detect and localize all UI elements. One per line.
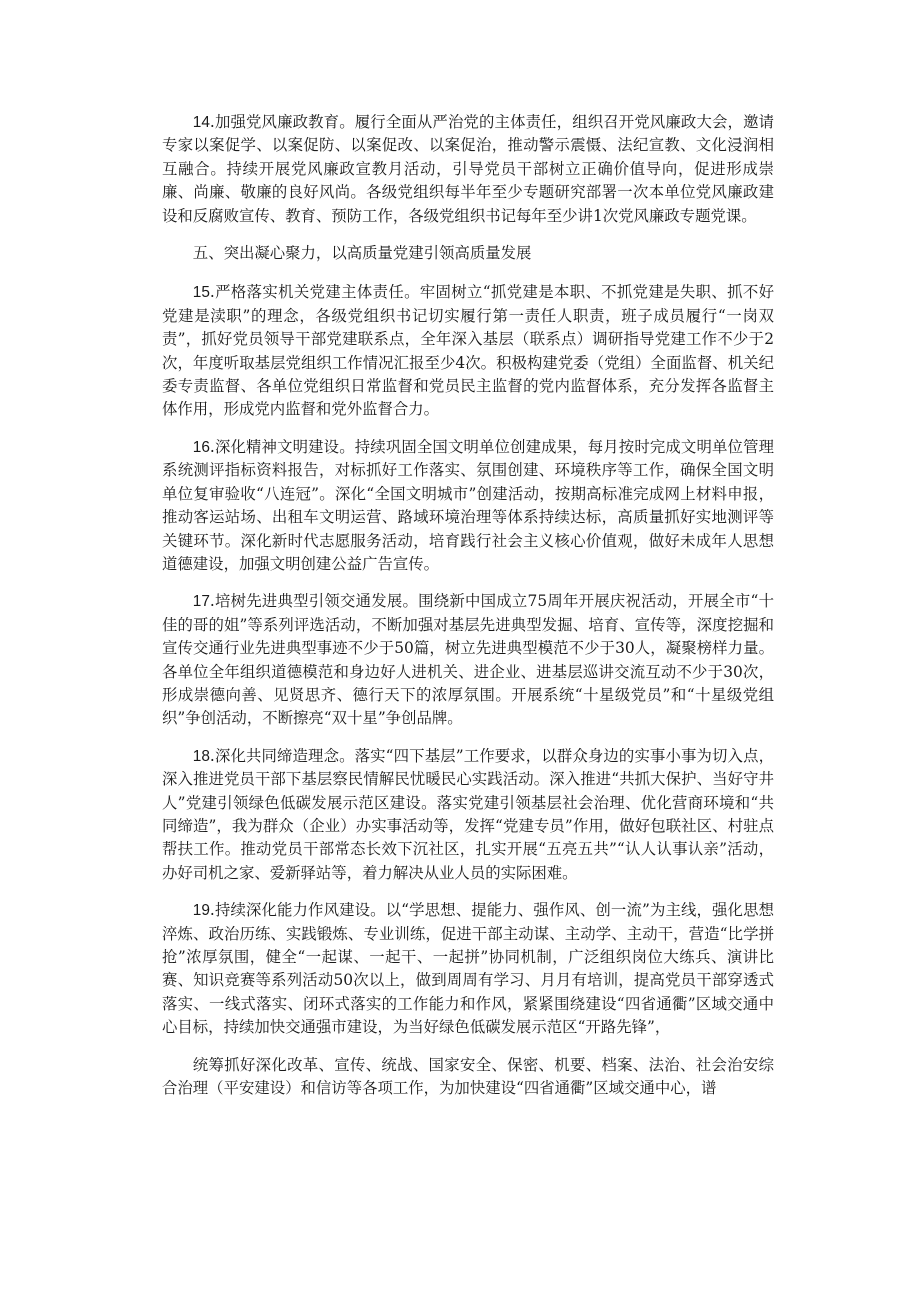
item-number: 15	[192, 284, 210, 302]
paragraph-text: .持续深化能力作风建设。以“学思想、提能力、强作风、创一流”为主线，强化思想淬炼、政治历练、实践锻炼、专业训练，促进干部主动谋、主动学、主动干，营造“比学拼抢”浓厚氛围，健全“一起谋、一起干、一起拼”协同机制，广泛组织岗位大练兵、演讲比赛、知识竞赛等系列活动50次以上，做到周周有学习、月月有培训，提高党员干部穿透式落实、一线式落实、闭环式落实的工作能力和作风，紧紧围绕建设“四省通衢”区域交通中心目标，持续加快交通强市建设，为当好绿色低碳发展示范区“开路先锋”，	[162, 901, 774, 1037]
item-number: 16	[192, 438, 210, 456]
paragraph-17	[162, 590, 774, 730]
closing-text: 统筹抓好深化改革、宣传、统战、国家安全、保密、机要、档案、法治、社会治安综合治理（平安建设）和信访等各项工作，为加快建设“四省通衢”区域交通中心，谱	[162, 1055, 774, 1098]
paragraph-text: .加强党风廉政教育。履行全面从严治党的主体责任，组织召开党风廉政大会，邀请专家以案促学、以案促防、以案促改、以案促治，推动警示震慑、法纪宣教、文化浸润相互融合。持续开展党风廉政宣教月活动，引导党员干部树立正确价值导向，促进形成崇廉、尚廉、敬廉的良好风尚。各级党组织每半年至少专题研究部署一次本单位党风廉政建设和反腐败宣传、教育、预防工作，各级党组织书记每年至少讲1次党风廉政专题党课。	[162, 113, 774, 225]
closing-paragraph	[162, 1054, 774, 1101]
paragraph-19	[162, 899, 774, 1039]
paragraph-text: .深化共同缔造理念。落实“四下基层”工作要求，以群众身边的实事小事为切入点，深入推进党员干部下基层察民情解民忧暖民心实践活动。深入推进“共抓大保护、当好守井人”党建引领绿色低碳发展示范区建设。落实党建引领基层社会治理、优化营商环境和“共同缔造”，我为群众（企业）办实事活动等，发挥“党建专员”作用，做好包联社区、村驻点帮扶工作。推动党员干部常态长效下沉社区，扎实开展“五亮五共”“认人认事认亲”活动，办好司机之家、爱新驿站等，着力解决从业人员的实际困难。	[162, 746, 774, 882]
paragraph-text: .严格落实机关党建主体责任。牢固树立“抓党建是本职、不抓党建是失职、抓不好党建是渎职”的理念，各级党组织书记切实履行第一责任人职责，班子成员履行“一岗双责”，抓好党员领导干部党建联系点，全年深入基层（联系点）调研指导党建工作不少于2次，年度听取基层党组织工作情况汇报至少4次。积极构建党委（党组）全面监督、机关纪委专责监督、各单位党组织日常监督和党员民主监督的党内监督体系，充分发挥各监督主体作用，形成党内监督和党外监督合力。	[162, 283, 774, 419]
paragraph-18	[162, 745, 774, 885]
item-number: 17	[192, 593, 210, 611]
section-heading-text: 五、突出凝心聚力，以高质量党建引领高质量发展	[192, 244, 532, 263]
paragraph-14	[162, 111, 774, 228]
paragraph-text: .培树先进典型引领交通发展。围绕新中国成立75周年开展庆祝活动，开展全市“十佳的哥的姐”等系列评选活动，不断加强对基层先进典型发掘、培育、宣传等，深度挖掘和宣传交通行业先进典型事迹不少于50篇，树立先进典型模范不少于30人，凝聚榜样力量。各单位全年组织道德模范和身边好人进机关、进企业、进基层巡讲交流互动不少于30次，形成崇德向善、见贤思齐、德行天下的浓厚氛围。开展系统“十星级党员”和“十星级党组织”争创活动，不断擦亮“双十星”争创品牌。	[162, 592, 774, 728]
paragraph-text: .深化精神文明建设。持续巩固全国文明单位创建成果，每月按时完成文明单位管理系统测评指标资料报告，对标抓好工作落实、氛围创建、环境秩序等工作，确保全国文明单位复审验收“八连冠”。深化“全国文明城市”创建活动，按期高标准完成网上材料申报，推动客运站场、出租车文明运营、路域环境治理等体系持续达标，高质量抓好实地测评等关键环节。深化新时代志愿服务活动，培育践行社会主义核心价值观，做好未成年人思想道德建设，加强文明创建公益广告宣传。	[162, 437, 774, 573]
item-number: 19	[192, 902, 210, 920]
paragraph-15	[162, 281, 774, 421]
item-number: 18	[192, 747, 210, 765]
item-number: 14	[192, 114, 210, 131]
section-heading	[162, 242, 774, 265]
paragraph-16	[162, 436, 774, 576]
document-page	[162, 111, 774, 1114]
